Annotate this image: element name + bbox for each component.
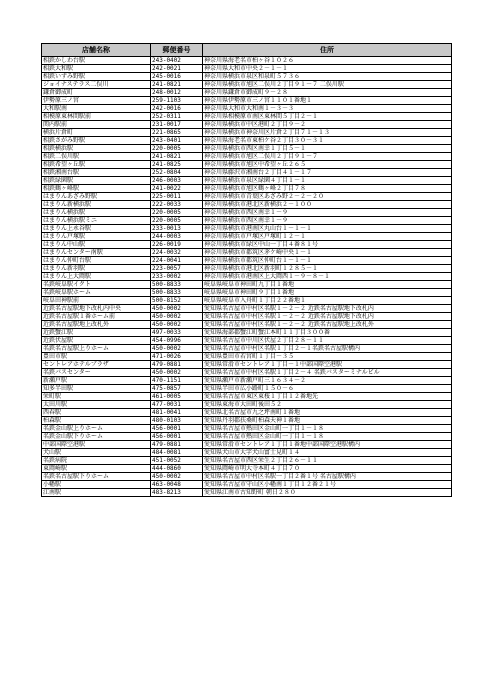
postal-code-cell: 479-0881 (151, 361, 203, 369)
store-name-cell: 近鉄名古屋駅地下改札内中央 (42, 305, 151, 313)
store-name-cell: 相鉄さがみ野駅 (42, 137, 151, 145)
address-cell: 岐阜県岐阜市入舟町１丁目２２番地１ (203, 297, 452, 305)
table-row (42, 297, 452, 305)
postal-code-cell: 241-0821 (151, 81, 203, 89)
table-row (42, 353, 452, 361)
address-cell: 愛知県半田市広小路町１５０－６ (203, 385, 452, 393)
address-cell: 愛知県常滑市セントレア１丁目－１中部国際空港駅 (203, 361, 452, 369)
postal-code-cell: 222-0033 (151, 201, 203, 209)
address-cell: 神奈川県伊勢原市三ノ宮１１０１番地１ (203, 97, 452, 105)
store-name-cell: 相鉄緑園駅 (42, 177, 151, 185)
table-row (42, 329, 452, 337)
table-row (42, 65, 452, 73)
postal-code-cell: 223-0057 (151, 265, 203, 273)
table-row (42, 81, 452, 89)
table-row (42, 185, 452, 193)
store-name-cell: 近鉄名古屋駅１番ホーム前 (42, 313, 151, 321)
store-name-cell: 相鉄二俣川駅 (42, 153, 151, 161)
address-cell: 神奈川県横浜市港南区丸山台１－１－１ (203, 225, 452, 233)
table-row (42, 473, 452, 481)
store-name-cell: 知多半田駅 (42, 385, 151, 393)
address-cell: 神奈川県横浜市神奈川区片倉２丁目７１－１３ (203, 129, 452, 137)
address-cell: 愛知県名古屋市西区栄生２丁目２６－１１ (203, 457, 452, 465)
postal-code-cell: 252-0804 (151, 169, 203, 177)
postal-code-cell: 233-0002 (151, 273, 203, 281)
postal-code-cell: 231-0017 (151, 121, 203, 129)
header-postal-code: 郵便番号 (151, 44, 203, 57)
table-row (42, 305, 452, 313)
postal-code-cell: 497-0033 (151, 329, 203, 337)
address-cell: 神奈川県横浜市旭区二俣川２丁目９１－７ 二俣川駅 (203, 81, 452, 89)
postal-code-cell: 246-0003 (151, 177, 203, 185)
postal-code-cell: 483-8213 (151, 489, 203, 497)
table-row (42, 273, 452, 281)
store-name-cell: 名鉄名古屋駅下りホーム (42, 473, 151, 481)
address-cell: 神奈川県横浜市戸塚区戸塚町１２－１ (203, 233, 452, 241)
store-name-cell: 犬山駅 (42, 449, 151, 457)
store-name-cell: 中部国際空港駅 (42, 441, 151, 449)
store-name-cell: 近鉄伏屋駅 (42, 337, 151, 345)
store-name-cell: 相鉄かしわ台駅 (42, 57, 151, 65)
table-row (42, 433, 452, 441)
table-row (42, 121, 452, 129)
postal-code-cell: 221-0865 (151, 129, 203, 137)
store-name-cell: 伊勢原三ノ宮 (42, 97, 151, 105)
table-row (42, 465, 452, 473)
table-row (42, 193, 452, 201)
postal-code-cell: 500-8152 (151, 297, 203, 305)
store-name-cell: 鎌倉御成町 (42, 89, 151, 97)
table-row (42, 385, 452, 393)
table-row (42, 105, 452, 113)
postal-code-cell: 480-0103 (151, 417, 203, 425)
store-name-cell: 柏森駅 (42, 417, 151, 425)
store-name-cell: 横浜片倉町 (42, 129, 151, 137)
postal-code-cell: 463-0048 (151, 481, 203, 489)
address-cell: 神奈川県相模原市南区東林間５丁目２－１ (203, 113, 452, 121)
address-cell: 神奈川県大和市中央２－１－１ (203, 65, 452, 73)
store-name-cell: 相鉄大和駅 (42, 65, 151, 73)
store-name-cell: はまりん中山駅 (42, 241, 151, 249)
postal-code-cell: 475-0857 (151, 385, 203, 393)
store-name-cell: はまりん上大岡駅 (42, 273, 151, 281)
address-cell: 愛知県名古屋市東区東桜１丁目１２番地先 (203, 393, 452, 401)
table-row (42, 457, 452, 465)
postal-code-cell: 241-0022 (151, 185, 203, 193)
address-cell: 愛知県名古屋市中村区名駅１－２－２ 近鉄名古屋駅地下改札内 (203, 313, 452, 321)
postal-code-cell: 500-8833 (151, 281, 203, 289)
store-name-cell: はまりんセンター南駅 (42, 249, 151, 257)
table-row (42, 321, 452, 329)
postal-code-cell: 456-0001 (151, 433, 203, 441)
table-row (42, 345, 452, 353)
store-name-cell: 名鉄名古屋駅上りホーム (42, 345, 151, 353)
store-name-cell: はまりん横浜駅ミニ (42, 217, 151, 225)
postal-code-cell: 444-0860 (151, 465, 203, 473)
address-cell: 神奈川県横浜市港南区上大岡西１－９－８－１ (203, 273, 452, 281)
postal-code-cell: 220-0005 (151, 217, 203, 225)
address-cell: 岐阜県岐阜市神田町九丁目１番地 (203, 281, 452, 289)
address-cell: 神奈川県横浜市港北区新羽町１２８５－１ (203, 265, 452, 273)
postal-code-cell: 248-0012 (151, 89, 203, 97)
store-name-cell: セントレアホテルプラザ (42, 361, 151, 369)
postal-code-cell: 454-0996 (151, 337, 203, 345)
table-row (42, 481, 452, 489)
store-name-cell: 大和駅南 (42, 105, 151, 113)
store-name-cell: はまりん新羽駅 (42, 265, 151, 273)
postal-code-cell: 450-0002 (151, 305, 203, 313)
table-row (42, 217, 452, 225)
table-row (42, 281, 452, 289)
store-name-cell: 江南駅 (42, 489, 151, 497)
store-name-cell: 豊田市駅 (42, 353, 151, 361)
postal-code-cell: 500-8833 (151, 289, 203, 297)
address-cell: 愛知県名古屋市中村区名駅１－２－２ 近鉄名古屋駅地下改札内 (203, 305, 452, 313)
postal-code-cell: 242-0016 (151, 105, 203, 113)
postal-code-cell: 456-0001 (151, 425, 203, 433)
address-cell: 神奈川県横浜市泉区和泉町５７３６ (203, 73, 452, 81)
address-cell: 神奈川県横浜市西区南幸１丁目５－１ (203, 145, 452, 153)
postal-code-cell: 241-0825 (151, 161, 203, 169)
address-cell: 神奈川県横浜市西区南幸１－９ (203, 217, 452, 225)
address-cell: 神奈川県大和市大和南１－３－３ (203, 105, 452, 113)
postal-code-cell: 245-0016 (151, 73, 203, 81)
store-name-cell: 相鉄湘南台駅 (42, 169, 151, 177)
postal-code-cell: 450-0002 (151, 345, 203, 353)
table-row (42, 393, 452, 401)
address-cell: 愛知県名古屋市中川区伏屋２丁目２８－１１ (203, 337, 452, 345)
postal-code-cell: 451-0052 (151, 457, 203, 465)
table-row (42, 337, 452, 345)
address-cell: 愛知県豊田市若宮町１丁目－３５ (203, 353, 452, 361)
store-name-cell: 相模原東林間駅前 (42, 113, 151, 121)
header-address: 住所 (203, 44, 452, 57)
store-name-cell: 西春駅 (42, 409, 151, 417)
postal-code-cell: 241-0821 (151, 153, 203, 161)
address-cell: 神奈川県横浜市青葉区あざみ野２－２－２０ (203, 193, 452, 201)
store-name-cell: 名鉄病院 (42, 457, 151, 465)
table-row (42, 145, 452, 153)
table-row (42, 449, 452, 457)
postal-code-cell: 471-0026 (151, 353, 203, 361)
address-cell: 愛知県江南市古知野町 朝日２８０ (203, 489, 452, 497)
address-cell: 神奈川県横浜市泉区緑園４丁目１－１ (203, 177, 452, 185)
table-row (42, 289, 452, 297)
postal-code-cell: 477-0031 (151, 401, 203, 409)
table-row (42, 241, 452, 249)
store-name-cell: 相鉄横浜駅 (42, 145, 151, 153)
address-cell: 愛知県海部郡蟹江町蟹江本町１１丁目３００番 (203, 329, 452, 337)
address-cell: 愛知県名古屋市守山区小幡南１丁目１２番２１号 (203, 481, 452, 489)
address-cell: 神奈川県海老名市東柏ケ谷２丁目３０－３１ (203, 137, 452, 145)
address-cell: 愛知県名古屋市熱田区金山町一丁目１－１８ (203, 425, 452, 433)
postal-code-cell: 450-0002 (151, 313, 203, 321)
address-cell: 神奈川県横浜市緑区中山一丁目４番８１号 (203, 241, 452, 249)
store-name-cell: 小幡駅 (42, 481, 151, 489)
address-cell: 愛知県名古屋市熱田区金山町一丁目１－１８ (203, 433, 452, 441)
store-name-cell: 近鉄名古屋駅地上改札外 (42, 321, 151, 329)
store-name-cell: 名鉄岐阜駅イクト (42, 281, 151, 289)
table-row (42, 425, 452, 433)
table-row (42, 265, 452, 273)
table-row (42, 489, 452, 497)
store-name-cell: 新瀬戸駅 (42, 377, 151, 385)
table-row (42, 113, 452, 121)
store-name-cell: 東岡崎駅 (42, 465, 151, 473)
store-name-cell: はまりん新横浜駅 (42, 201, 151, 209)
table-row (42, 361, 452, 369)
store-name-cell: 名鉄金山駅下りホーム (42, 433, 151, 441)
address-cell: 愛知県瀬戸市新瀬戸町三１６３４－２ (203, 377, 452, 385)
postal-code-cell: 233-0013 (151, 225, 203, 233)
store-name-cell: はまりんあざみ野駅 (42, 193, 151, 201)
address-cell: 神奈川県横浜市中区港町２丁目９－２ (203, 121, 452, 129)
table-body (42, 57, 452, 497)
store-name-cell: はまりん仲町台駅 (42, 257, 151, 265)
address-cell: 神奈川県鎌倉市御成町９－２８ (203, 89, 452, 97)
postal-code-cell: 220-0005 (151, 209, 203, 217)
store-name-cell: 名鉄岐阜駅ホーム (42, 289, 151, 297)
table-row (42, 201, 452, 209)
postal-code-cell: 226-0019 (151, 241, 203, 249)
address-cell: 神奈川県横浜市旭区二俣川２丁目９１－７ (203, 153, 452, 161)
store-name-cell: 相鉄希望ヶ丘駅 (42, 161, 151, 169)
postal-code-cell: 259-1103 (151, 97, 203, 105)
table-row (42, 57, 452, 65)
store-name-cell: 相鉄鶴ヶ峰駅 (42, 185, 151, 193)
address-cell: 愛知県北名古屋市九之坪南町１番地 (203, 409, 452, 417)
address-cell: 愛知県名古屋市中村区名駅１－２－２ 近鉄名古屋駅地上改札外 (203, 321, 452, 329)
table-row (42, 89, 452, 97)
table-row (42, 153, 452, 161)
store-name-cell: 太田川駅 (42, 401, 151, 409)
header-row (42, 44, 452, 57)
postal-code-cell: 470-1151 (151, 377, 203, 385)
table-row (42, 377, 452, 385)
table-row (42, 233, 452, 241)
postal-code-cell: 484-0081 (151, 449, 203, 457)
store-name-cell: 近鉄蟹江駅 (42, 329, 151, 337)
address-cell: 神奈川県横浜市都筑区茅ケ崎中央１－１ (203, 249, 452, 257)
address-cell: 岐阜県岐阜市神田町９丁目１番地 (203, 289, 452, 297)
store-name-cell: はまりん上永谷駅 (42, 225, 151, 233)
address-cell: 神奈川県横浜市港北区新横浜２－１００ (203, 201, 452, 209)
table-row (42, 177, 452, 185)
address-cell: 愛知県東海市大田町後田５２ (203, 401, 452, 409)
postal-code-cell: 244-0003 (151, 233, 203, 241)
table-row (42, 441, 452, 449)
store-name-cell: ジョイナステラス二俣川 (42, 81, 151, 89)
table-row (42, 97, 452, 105)
store-name-cell: はまりん戸塚駅 (42, 233, 151, 241)
store-name-cell: 岐阜田神駅前 (42, 297, 151, 305)
postal-code-cell: 450-0002 (151, 369, 203, 377)
store-table (41, 43, 452, 497)
address-cell: 神奈川県横浜市都筑区仲町台１－１－１ (203, 257, 452, 265)
postal-code-cell: 479-0881 (151, 441, 203, 449)
address-cell: 愛知県岡崎市明大寺本町４丁目７０ (203, 465, 452, 473)
table-row (42, 129, 452, 137)
table-row (42, 313, 452, 321)
postal-code-cell: 220-0005 (151, 145, 203, 153)
store-name-cell: 名鉄バスセンター (42, 369, 151, 377)
address-cell: 愛知県名古屋市中村区名駅１丁目２－４ 名鉄バスターミナルビル (203, 369, 452, 377)
postal-code-cell: 242-0021 (151, 65, 203, 73)
address-cell: 神奈川県海老名市柏ヶ谷１０２６ (203, 57, 452, 65)
table-row (42, 417, 452, 425)
postal-code-cell: 450-0002 (151, 473, 203, 481)
address-cell: 神奈川県藤沢市湘南台２丁目４１－１７ (203, 169, 452, 177)
postal-code-cell: 461-0005 (151, 393, 203, 401)
header-store-name: 店舗名称 (42, 44, 151, 57)
postal-code-cell: 225-0011 (151, 193, 203, 201)
postal-code-cell: 243-0402 (151, 57, 203, 65)
store-name-cell: 関内駅前 (42, 121, 151, 129)
address-cell: 愛知県名古屋市中村区名駅一丁目２番１号 名古屋駅構内 (203, 473, 452, 481)
table-row (42, 249, 452, 257)
address-cell: 愛知県常滑市セントレア１丁目１番地中部国際空港駅構内 (203, 441, 452, 449)
postal-code-cell: 224-0041 (151, 257, 203, 265)
table-row (42, 401, 452, 409)
table-row (42, 169, 452, 177)
table-row (42, 73, 452, 81)
postal-code-cell: 224-0032 (151, 249, 203, 257)
address-cell: 神奈川県横浜市西区南幸１－９ (203, 209, 452, 217)
table-row (42, 257, 452, 265)
address-cell: 神奈川県横浜市旭区鶴ヶ峰２丁目７８ (203, 185, 452, 193)
address-cell: 愛知県丹羽郡扶桑町柏森天神１番地 (203, 417, 452, 425)
postal-code-cell: 252-0311 (151, 113, 203, 121)
table-row (42, 369, 452, 377)
store-name-cell: 相鉄いずみ野駅 (42, 73, 151, 81)
postal-code-cell: 481-0041 (151, 409, 203, 417)
address-cell: 愛知県犬山市大字犬山富士見町１４ (203, 449, 452, 457)
table-row (42, 209, 452, 217)
table-row (42, 137, 452, 145)
address-cell: 神奈川県横浜市旭区中希望ヶ丘２６５ (203, 161, 452, 169)
table-row (42, 225, 452, 233)
table-row (42, 409, 452, 417)
store-name-cell: 栄町駅 (42, 393, 151, 401)
postal-code-cell: 243-0401 (151, 137, 203, 145)
table-row (42, 161, 452, 169)
address-cell: 愛知県名古屋市中村区名駅１丁目２－１名鉄名古屋駅構内 (203, 345, 452, 353)
postal-code-cell: 450-0002 (151, 321, 203, 329)
store-name-cell: はまりん横浜駅 (42, 209, 151, 217)
store-list-sheet (41, 43, 452, 497)
store-name-cell: 名鉄金山駅上りホーム (42, 425, 151, 433)
